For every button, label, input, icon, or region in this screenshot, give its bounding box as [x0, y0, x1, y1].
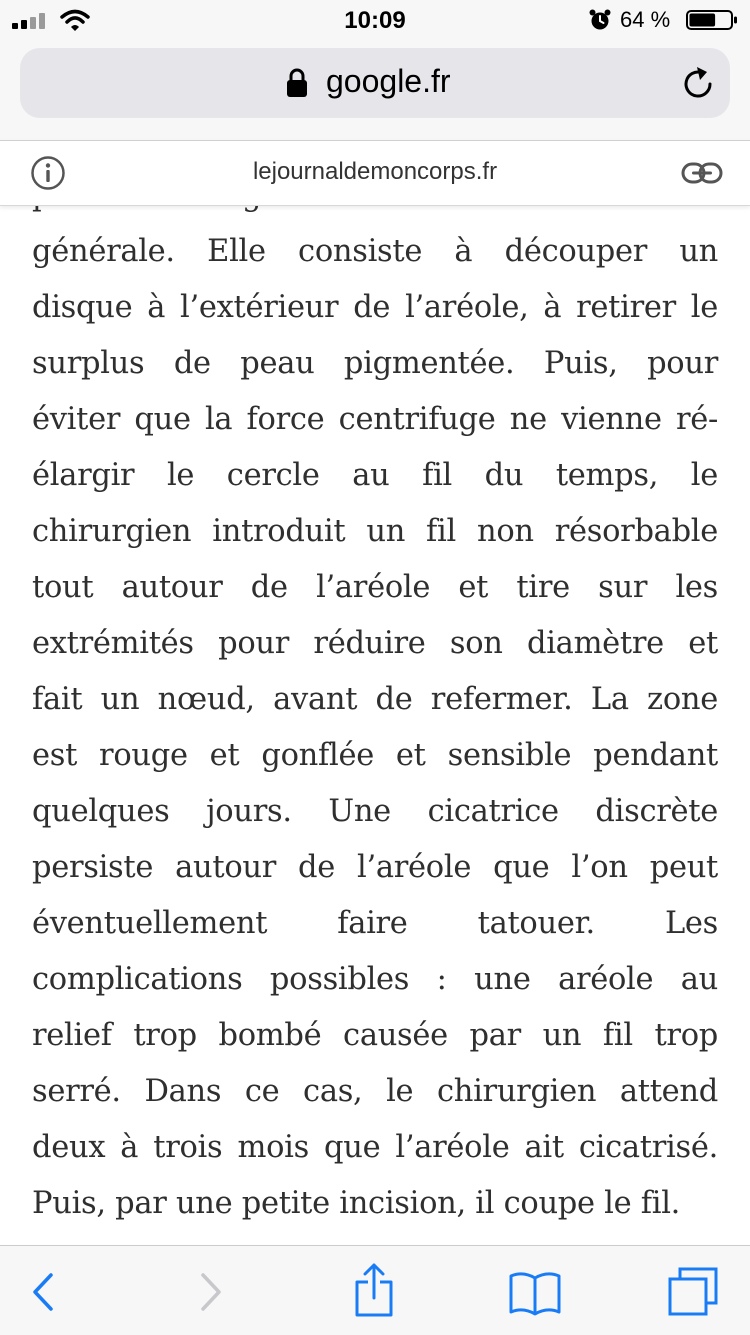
- status-time: 10:09: [344, 7, 406, 34]
- status-bar: [0, 0, 750, 40]
- article-line: quelques jours. Une cicatrice discrète: [32, 794, 718, 829]
- article-line: deux à trois mois que l’aréole ait cicatrisé.: [32, 1130, 718, 1165]
- share-button[interactable]: [352, 1262, 396, 1318]
- article-line: Puis, par une petite incision, il coupe le fil.: [32, 1186, 681, 1221]
- browser-toolbar: [0, 40, 750, 140]
- article-line: persiste autour de l’aréole que l’on peut: [32, 850, 718, 885]
- link-icon[interactable]: [680, 159, 724, 187]
- battery-percent: 64 %: [620, 7, 671, 32]
- article-line: éviter que la force centrifuge ne vienne ré-: [32, 402, 718, 437]
- article-line: tout autour de l’aréole et tire sur les: [32, 570, 718, 605]
- lock-icon: [286, 68, 308, 98]
- article-line: extrémités pour réduire son diamètre et: [32, 626, 718, 661]
- article-line: éventuellement faire tatouer. Les: [32, 906, 718, 941]
- url-domain: google.fr: [326, 63, 451, 99]
- reload-icon[interactable]: [680, 66, 716, 102]
- article-line: chirurgien introduit un fil non résorbable: [32, 514, 718, 549]
- article-line: complications possibles : une aréole au: [32, 962, 718, 997]
- article-body: [0, 204, 750, 1245]
- forward-button[interactable]: [198, 1272, 224, 1312]
- back-button[interactable]: [30, 1272, 56, 1312]
- site-info-bar: [0, 140, 750, 206]
- address-bar[interactable]: [20, 48, 730, 118]
- tabs-button[interactable]: [666, 1266, 720, 1318]
- article-line: surplus de peau pigmentée. Puis, pour: [32, 346, 718, 381]
- article-line: est rouge et gonflée et sensible pendant: [32, 738, 718, 773]
- bottom-toolbar: [0, 1245, 750, 1335]
- article-line: disque à l’extérieur de l’aréole, à retirer le: [32, 290, 718, 325]
- battery-icon: [686, 10, 738, 30]
- article-line: relief trop bombé causée par un fil trop: [32, 1018, 718, 1053]
- alarm-icon: [588, 8, 612, 32]
- article-text: [32, 168, 718, 1232]
- article-line: fait un nœud, avant de refermer. La zone: [32, 682, 718, 717]
- article-line: générale. Elle consiste à découper un: [32, 234, 718, 269]
- article-line: serré. Dans ce cas, le chirurgien attend: [32, 1074, 718, 1109]
- site-host: lejournaldemoncorps.fr: [252, 158, 498, 185]
- article-line: élargir le cercle au fil du temps, le: [32, 458, 718, 493]
- bookmarks-button[interactable]: [508, 1270, 562, 1316]
- battery-fill: [690, 14, 716, 27]
